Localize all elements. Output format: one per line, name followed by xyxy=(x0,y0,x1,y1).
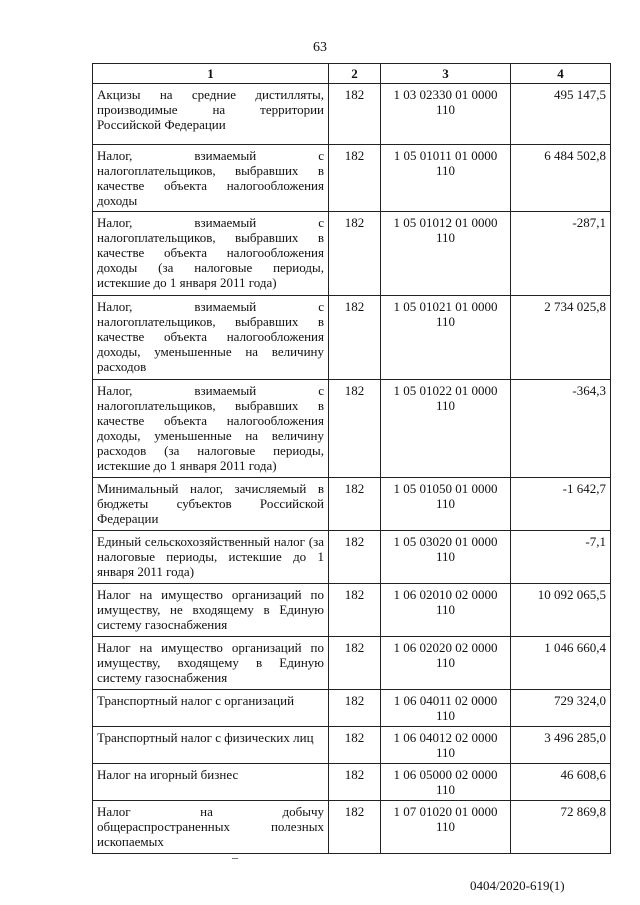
administrator-code-cell: 182 xyxy=(329,764,381,801)
table-row xyxy=(93,584,611,637)
administrator-code-cell: 182 xyxy=(329,584,381,637)
table-header-row xyxy=(93,64,611,84)
administrator-code-cell: 182 xyxy=(329,296,381,380)
amount-cell: 3 496 285,0 xyxy=(511,727,611,764)
income-name-cell: Единый сельскохозяйственный налог (за налоговые периоды, истекшие до 1 января 2011 года) xyxy=(93,531,329,584)
column-header-4: 4 xyxy=(511,64,611,84)
budget-classification-code-cell: 1 03 02330 01 0000 110 xyxy=(381,84,511,145)
budget-classification-code-cell: 1 07 01020 01 0000 110 xyxy=(381,801,511,854)
scan-dash-mark xyxy=(232,858,238,859)
budget-classification-code-cell: 1 06 02020 02 0000 110 xyxy=(381,637,511,690)
administrator-code-cell: 182 xyxy=(329,212,381,296)
administrator-code-cell: 182 xyxy=(329,84,381,145)
budget-revenue-table xyxy=(92,63,611,854)
administrator-code-cell: 182 xyxy=(329,380,381,478)
column-header-2: 2 xyxy=(329,64,381,84)
income-name-cell: Налог на добычу общераспространенных полезных ископаемых xyxy=(93,801,329,854)
administrator-code-cell: 182 xyxy=(329,801,381,854)
budget-classification-code-cell: 1 06 04011 02 0000 110 xyxy=(381,690,511,727)
amount-cell: 6 484 502,8 xyxy=(511,145,611,212)
administrator-code-cell: 182 xyxy=(329,727,381,764)
administrator-code-cell: 182 xyxy=(329,531,381,584)
table-row xyxy=(93,84,611,145)
budget-classification-code-cell: 1 06 02010 02 0000 110 xyxy=(381,584,511,637)
amount-cell: 729 324,0 xyxy=(511,690,611,727)
income-name-cell: Налог, взимаемый с налогоплательщиков, выбравших в качестве объекта налогообложения доходы (за налоговые периоды, истекшие до 1 января 2011 года) xyxy=(93,212,329,296)
table-row xyxy=(93,145,611,212)
amount-cell: 1 046 660,4 xyxy=(511,637,611,690)
amount-cell: -287,1 xyxy=(511,212,611,296)
budget-classification-code-cell: 1 06 05000 02 0000 110 xyxy=(381,764,511,801)
amount-cell: -1 642,7 xyxy=(511,478,611,531)
table-row xyxy=(93,478,611,531)
amount-cell: 10 092 065,5 xyxy=(511,584,611,637)
income-name-cell: Налог, взимаемый с налогоплательщиков, выбравших в качестве объекта налогообложения доходы xyxy=(93,145,329,212)
table-row xyxy=(93,801,611,854)
budget-classification-code-cell: 1 05 03020 01 0000 110 xyxy=(381,531,511,584)
table-row xyxy=(93,531,611,584)
administrator-code-cell: 182 xyxy=(329,637,381,690)
document-footer-code: 0404/2020-619(1) xyxy=(470,878,565,893)
income-name-cell: Акцизы на средние дистилляты, производимые на территории Российской Федерации xyxy=(93,84,329,145)
column-header-1: 1 xyxy=(93,64,329,84)
income-name-cell: Налог на имущество организаций по имуществу, входящему в Единую систему газоснабжения xyxy=(93,637,329,690)
budget-classification-code-cell: 1 05 01011 01 0000 110 xyxy=(381,145,511,212)
administrator-code-cell: 182 xyxy=(329,478,381,531)
table-row xyxy=(93,380,611,478)
amount-cell: -364,3 xyxy=(511,380,611,478)
income-name-cell: Налог на игорный бизнес xyxy=(93,764,329,801)
table-row xyxy=(93,637,611,690)
amount-cell: 72 869,8 xyxy=(511,801,611,854)
income-name-cell: Налог, взимаемый с налогоплательщиков, выбравших в качестве объекта налогообложения доходы, уменьшенные на величину расходов xyxy=(93,296,329,380)
table-row xyxy=(93,296,611,380)
income-name-cell: Налог, взимаемый с налогоплательщиков, выбравших в качестве объекта налогообложения доходы, уменьшенные на величину расходов (за налоговые периоды, истекшие до 1 января 2011 года) xyxy=(93,380,329,478)
column-header-3: 3 xyxy=(381,64,511,84)
table-row xyxy=(93,764,611,801)
income-name-cell: Минимальный налог, зачисляемый в бюджеты субъектов Российской Федерации xyxy=(93,478,329,531)
table-row xyxy=(93,727,611,764)
administrator-code-cell: 182 xyxy=(329,690,381,727)
income-name-cell: Транспортный налог с организаций xyxy=(93,690,329,727)
table-row xyxy=(93,212,611,296)
budget-classification-code-cell: 1 05 01021 01 0000 110 xyxy=(381,296,511,380)
table-row xyxy=(93,690,611,727)
amount-cell: 495 147,5 xyxy=(511,84,611,145)
income-name-cell: Налог на имущество организаций по имуществу, не входящему в Единую систему газоснабжения xyxy=(93,584,329,637)
budget-classification-code-cell: 1 05 01022 01 0000 110 xyxy=(381,380,511,478)
income-name-cell: Транспортный налог с физических лиц xyxy=(93,727,329,764)
budget-classification-code-cell: 1 05 01050 01 0000 110 xyxy=(381,478,511,531)
budget-classification-code-cell: 1 05 01012 01 0000 110 xyxy=(381,212,511,296)
amount-cell: -7,1 xyxy=(511,531,611,584)
amount-cell: 2 734 025,8 xyxy=(511,296,611,380)
amount-cell: 46 608,6 xyxy=(511,764,611,801)
page-number: 63 xyxy=(313,40,327,55)
budget-classification-code-cell: 1 06 04012 02 0000 110 xyxy=(381,727,511,764)
administrator-code-cell: 182 xyxy=(329,145,381,212)
